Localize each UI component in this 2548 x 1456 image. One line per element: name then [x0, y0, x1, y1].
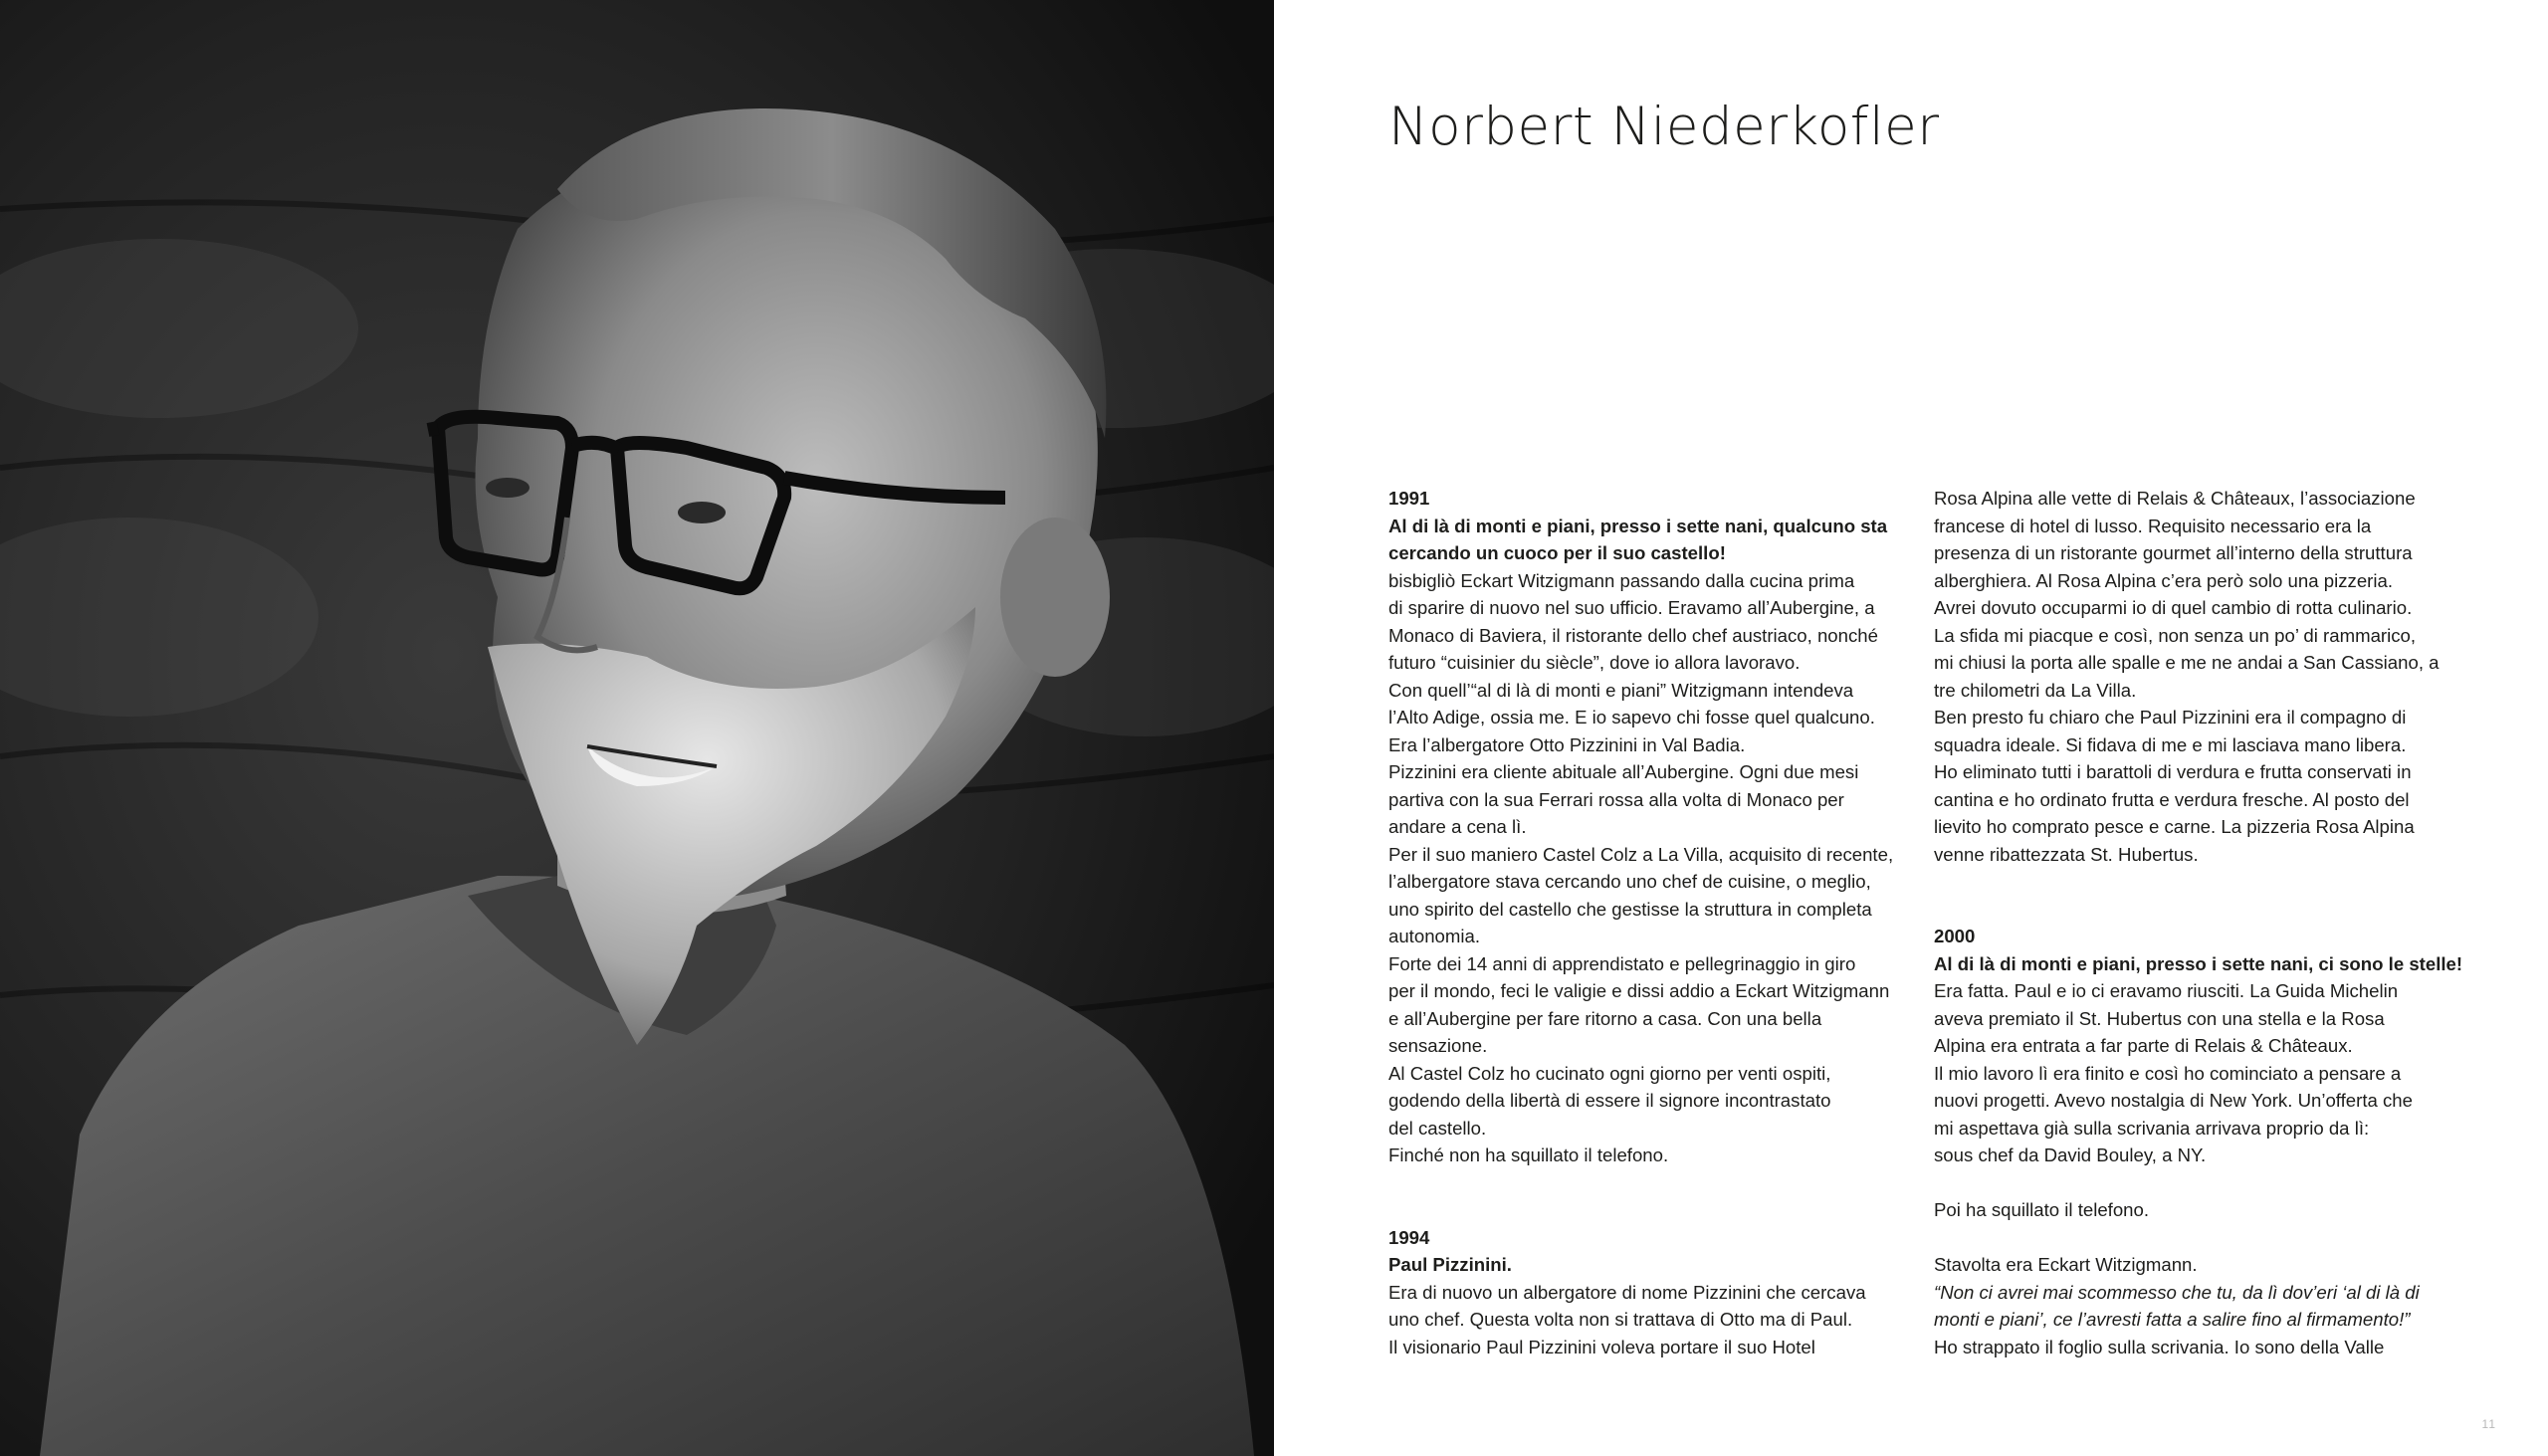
text-line: del castello.: [1388, 1117, 1487, 1139]
paragraph-gap: [1934, 868, 2456, 923]
text-line: Per il suo maniero Castel Colz a La Villa, acquisito di recente,: [1388, 843, 1894, 865]
paragraph-1994: [1388, 1279, 1906, 1361]
paragraph-1991: [1388, 567, 1906, 1169]
text-line: futuro “cuisinier du siècle”, dove io allora lavoravo.: [1388, 652, 1801, 673]
quote-line: monti e piani’, ce l’avresti fatta a salire fino al firmamento!”: [1934, 1309, 2411, 1330]
text-line: l’albergatore stava cercando uno chef de cuisine, o meglio,: [1388, 871, 1871, 892]
text-line: Il mio lavoro lì era finito e così ho cominciato a pensare a: [1934, 1062, 2402, 1084]
text-line: Ben presto fu chiaro che Paul Pizzinini era il compagno di: [1934, 707, 2407, 728]
text-line: sous chef da David Bouley, a NY.: [1934, 1144, 2207, 1165]
paragraph-gap: [1934, 1169, 2456, 1197]
text-line: aveva premiato il St. Hubertus con una stella e la Rosa: [1934, 1007, 2385, 1029]
text-line: Era l’albergatore Otto Pizzinini in Val Badia.: [1388, 733, 1746, 755]
text-line: l’Alto Adige, ossia me. E io sapevo chi fosse quel qualcuno.: [1388, 707, 1875, 728]
text-line: Monaco di Baviera, il ristorante dello chef austriaco, nonché: [1388, 624, 1878, 646]
text-line: Con quell’“al di là di monti e piani” Witzigmann intendeva: [1388, 679, 1854, 701]
text-line: uno spirito del castello che gestisse la struttura in completa: [1388, 898, 1872, 920]
text-line: Stavolta era Eckart Witzigmann.: [1934, 1254, 2198, 1275]
text-line: partiva con la sua Ferrari rossa alla volta di Monaco per: [1388, 788, 1844, 810]
text-line: venne ribattezzata St. Hubertus.: [1934, 843, 2199, 865]
text-line: di sparire di nuovo nel suo ufficio. Eravamo all’Aubergine, a: [1388, 597, 1875, 618]
paragraph-1994-continued: [1934, 485, 2456, 868]
text-line: e all’Aubergine per fare ritorno a casa. Con una bella: [1388, 1007, 1822, 1029]
page-title: Norbert Niederkofler: [1388, 97, 1940, 157]
year-heading-2000: 2000: [1934, 926, 1976, 946]
text-line: Rosa Alpina alle vette di Relais & Châteaux, l’associazione: [1934, 488, 2416, 509]
text-line: squadra ideale. Si fidava di me e mi lasciava mano libera.: [1934, 733, 2407, 755]
page-number: 11: [2481, 1417, 2496, 1431]
paragraph-2000: [1934, 977, 2456, 1169]
text-column-right: [1934, 485, 2463, 1360]
text-line: autonomia.: [1388, 926, 1480, 946]
text-column-left: [1388, 485, 1906, 1360]
text-line: lievito ho comprato pesce e carne. La pizzeria Rosa Alpina: [1934, 816, 2415, 837]
text-line: Era di nuovo un albergatore di nome Pizzinini che cercava: [1388, 1281, 1866, 1303]
text-line: per il mondo, feci le valigie e dissi addio a Eckart Witzigmann: [1388, 980, 1890, 1001]
paragraph-gap: [1934, 1224, 2456, 1252]
text-line: Era fatta. Paul e io ci eravamo riusciti. La Guida Michelin: [1934, 980, 2399, 1001]
text-line: andare a cena lì.: [1388, 816, 1527, 837]
text-line: bisbigliò Eckart Witzigmann passando dalla cucina prima: [1388, 569, 1855, 591]
text-line: tre chilometri da La Villa.: [1934, 679, 2137, 701]
text-line: La sfida mi piacque e così, non senza un po’ di rammarico,: [1934, 624, 2417, 646]
quote-line: “Non ci avrei mai scommesso che tu, da lì dov’eri ‘al di là di: [1934, 1281, 2420, 1303]
text-line: alberghiera. Al Rosa Alpina c’era però solo una pizzeria.: [1934, 569, 2393, 591]
text-line: Ho strappato il foglio sulla scrivania. Io sono della Valle: [1934, 1336, 2385, 1357]
subheading-line: Paul Pizzinini.: [1388, 1254, 1512, 1275]
text-line: Avrei dovuto occuparmi io di quel cambio di rotta culinario.: [1934, 597, 2413, 618]
text-line: uno chef. Questa volta non si trattava di Otto ma di Paul.: [1388, 1309, 1853, 1330]
text-line: Forte dei 14 anni di apprendistato e pellegrinaggio in giro: [1388, 952, 1856, 974]
text-line: mi chiusi la porta alle spalle e me ne andai a San Cassiano, a: [1934, 652, 2440, 673]
text-line: mi aspettava già sulla scrivania arrivava proprio da lì:: [1934, 1117, 2370, 1139]
paragraph-gap: [1388, 1169, 1906, 1224]
year-heading-1994: 1994: [1388, 1226, 1430, 1248]
text-line: Al Castel Colz ho cucinato ogni giorno per venti ospiti,: [1388, 1062, 1831, 1084]
text-line: Il visionario Paul Pizzinini voleva portare il suo Hotel: [1388, 1336, 1815, 1357]
subheading-line: Al di là di monti e piani, presso i sette nani, ci sono le stelle!: [1934, 952, 2463, 974]
text-line: presenza di un ristorante gourmet all’interno della struttura: [1934, 542, 2413, 563]
text-line: cantina e ho ordinato frutta e verdura fresche. Al posto del: [1934, 788, 2410, 810]
subheading-line: Al di là di monti e piani, presso i sette nani, qualcuno sta: [1388, 515, 1888, 536]
text-line: Ho eliminato tutti i barattoli di verdura e frutta conservati in: [1934, 761, 2412, 782]
year-heading-1991: 1991: [1388, 488, 1430, 509]
text-line: godendo della libertà di essere il signore incontrastato: [1388, 1090, 1831, 1111]
text-line: Alpina era entrata a far parte di Relais & Châteaux.: [1934, 1035, 2353, 1056]
text-line: Pizzinini era cliente abituale all’Aubergine. Ogni due mesi: [1388, 761, 1859, 782]
text-line: nuovi progetti. Avevo nostalgia di New York. Un’offerta che: [1934, 1090, 2413, 1111]
subheading-line: cercando un cuoco per il suo castello!: [1388, 542, 1726, 563]
text-line: Finché non ha squillato il telefono.: [1388, 1144, 1669, 1165]
text-line: sensazione.: [1388, 1035, 1488, 1056]
text-line: francese di hotel di lusso. Requisito necessario era la: [1934, 515, 2372, 536]
text-page: [1274, 0, 2548, 1456]
text-line: Poi ha squillato il telefono.: [1934, 1199, 2150, 1220]
